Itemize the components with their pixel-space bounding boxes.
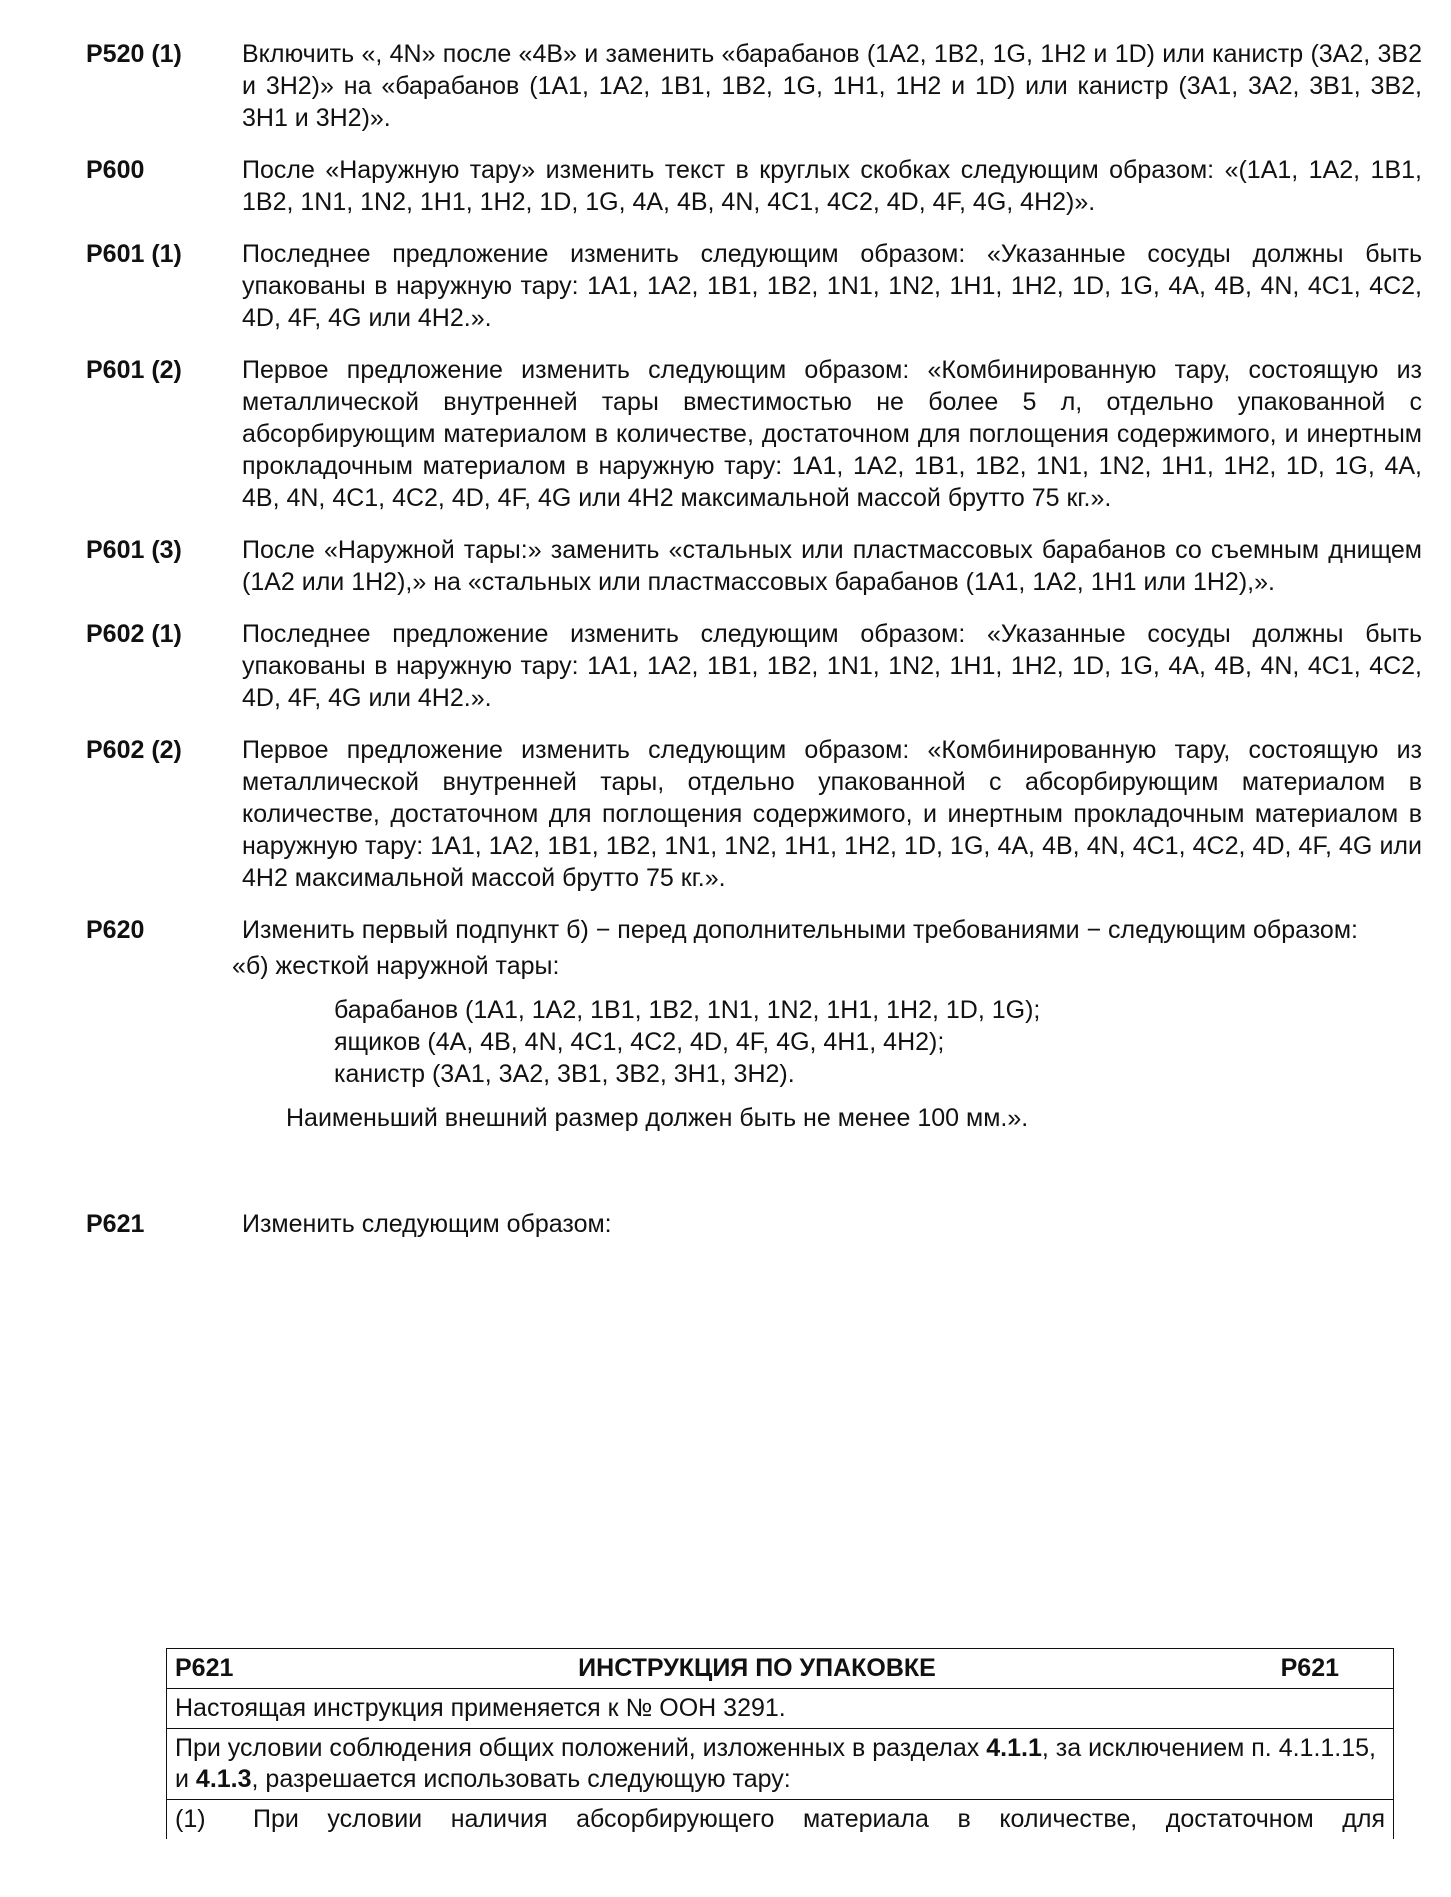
- entry-text: Последнее предложение изменить следующим образом: «Указанные сосуды должны быть упакованы в наружную тару: 1A1, 1A2, 1B1, 1B2, 1N1, 1N2, 1H1, 1H2, 1D, 1G, 4A, 4B, 4N, 4C1, 4C2, 4D, 4F, 4G или 4H2.».: [242, 620, 1422, 712]
- header-left-code: P621: [175, 1654, 234, 1682]
- table-header-row: [167, 1649, 1394, 1689]
- entry-p520-1: [86, 38, 1422, 134]
- general-provisions-cell: [167, 1729, 1394, 1800]
- entry-code: P520 (1): [86, 40, 182, 68]
- packaging-list: [334, 994, 1422, 1090]
- entry-text: Изменить следующим образом:: [242, 1210, 612, 1238]
- document-page: [86, 38, 1422, 1240]
- entry-code: P601 (2): [86, 356, 182, 384]
- applicability-cell: Настоящая инструкция применяется к № ООН 3291.: [167, 1689, 1394, 1729]
- entry-text: Включить «, 4N» после «4B» и заменить «барабанов (1A2, 1B2, 1G, 1H2 и 1D) или канистр (3A2, 3B2 и 3H2)» на «барабанов (1A1, 1A2, 1B1, 1B2, 1G, 1H1, 1H2 и 1D) или канистр (3A1, 3A2, 3B1, 3B2, 3H1 и 3H2)».: [242, 40, 1422, 132]
- entry-text: После «Наружную тару» изменить текст в круглых скобках следующим образом: «(1A1, 1A2, 1B1, 1B2, 1N1, 1N2, 1H1, 1H2, 1D, 1G, 4A, 4B, 4N, 4C1, 4C2, 4D, 4F, 4G, 4H2)».: [242, 156, 1422, 216]
- list-item: барабанов (1A1, 1A2, 1B1, 1B2, 1N1, 1N2, 1H1, 1H2, 1D, 1G);: [334, 996, 1041, 1024]
- entry-text: Первое предложение изменить следующим образом: «Комбинированную тару, состоящую из металлической внутренней тары, отдельно упакованной с абсорбирующим материалом в количестве, достаточном для поглощения содержимого, и инертным прокладочным материалом в наружную тару: 1A1, 1A2, 1B1, 1B2, 1N1, 1N2, 1H1, 1H2, 1D, 1G, 4A, 4B, 4N, 4C1, 4C2, 4D, 4F, 4G или 4H2 максимальной массой брутто 75 кг.».: [242, 736, 1422, 892]
- entry-code: P602 (2): [86, 736, 182, 764]
- provision-text: При условии соблюдения общих положений, изложенных в разделах: [175, 1734, 987, 1762]
- section-ref: 4.1.3: [195, 1765, 252, 1793]
- item-number: (1): [175, 1805, 206, 1833]
- entry-code: P600: [86, 156, 145, 184]
- table-row: [167, 1800, 1394, 1840]
- entry-code: P601 (1): [86, 240, 182, 268]
- entry-code: P621: [86, 1210, 145, 1238]
- entry-code: P601 (3): [86, 536, 182, 564]
- entry-text: После «Наружной тары:» заменить «стальных или пластмассовых барабанов со съемным днищем (1A2 или 1H2),» на «стальных или пластмассовых барабанов (1A1, 1A2, 1H1 или 1H2),».: [242, 536, 1422, 596]
- table-row: [167, 1689, 1394, 1729]
- entry-p621: [86, 1208, 1422, 1240]
- header-title: ИНСТРУКЦИЯ ПО УПАКОВКЕ: [578, 1654, 936, 1682]
- entry-p601-1: [86, 238, 1422, 334]
- subclause-b: «б) жесткой наружной тары:: [232, 952, 560, 980]
- entry-text: Последнее предложение изменить следующим образом: «Указанные сосуды должны быть упакованы в наружную тару: 1A1, 1A2, 1B1, 1B2, 1N1, 1N2, 1H1, 1H2, 1D, 1G, 4A, 4B, 4N, 4C1, 4C2, 4D, 4F, 4G или 4H2.».: [242, 240, 1422, 332]
- entry-text: Изменить первый подпункт б) − перед дополнительными требованиями − следующим образом:: [242, 916, 1358, 944]
- list-item: ящиков (4A, 4B, 4N, 4C1, 4C2, 4D, 4F, 4G, 4H1, 4H2);: [334, 1028, 945, 1056]
- provision-text: , за исключением п. 4.1.1.15, и: [175, 1734, 1377, 1793]
- entry-p620-head: [86, 914, 1422, 946]
- provision-text: , разрешается использовать следующую тару:: [251, 1765, 791, 1793]
- section-ref: 4.1.1: [986, 1734, 1042, 1762]
- header-right-code: P621: [1280, 1654, 1339, 1682]
- entry-p601-3: [86, 534, 1422, 598]
- list-item: [175, 1804, 1385, 1835]
- entry-p602-2: [86, 734, 1422, 894]
- size-note: Наименьший внешний размер должен быть не менее 100 мм.».: [286, 1104, 1029, 1132]
- table-row: [167, 1729, 1394, 1800]
- entry-p602-1: [86, 618, 1422, 714]
- entry-code: P620: [86, 916, 145, 944]
- entry-p620: [86, 914, 1422, 1134]
- packing-instruction-table: [166, 1648, 1394, 1839]
- entry-p600: [86, 154, 1422, 218]
- list-item: канистр (3A1, 3A2, 3B1, 3B2, 3H1, 3H2).: [334, 1060, 795, 1088]
- entry-text: Первое предложение изменить следующим образом: «Комбинированную тару, состоящую из металлической внутренней тары вместимостью не более 5 л, отдельно упакованной с абсорбирующим материалом в количестве, достаточном для поглощения содержимого, и инертным прокладочным материалом в наружную тару: 1A1, 1A2, 1B1, 1B2, 1N1, 1N2, 1H1, 1H2, 1D, 1G, 4A, 4B, 4N, 4C1, 4C2, 4D, 4F, 4G или 4H2 максимальной массой брутто 75 кг.».: [242, 356, 1422, 512]
- entry-code: P602 (1): [86, 620, 182, 648]
- item-text: При условии наличия абсорбирующего материала в количестве, достаточном для: [253, 1805, 1385, 1833]
- entry-p601-2: [86, 354, 1422, 514]
